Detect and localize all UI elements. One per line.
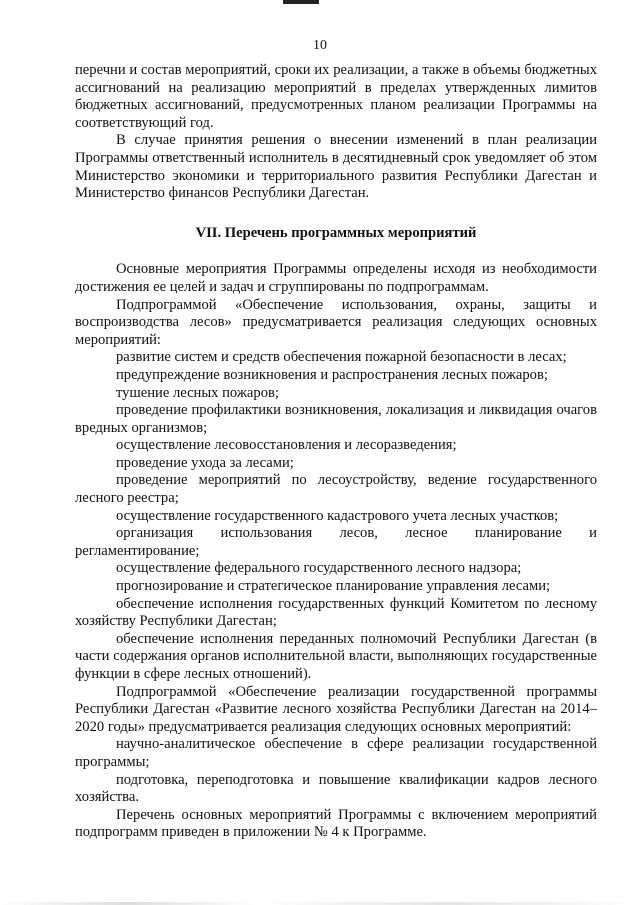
list-item: проведение профилактики возникновения, локализация и ликвидация очагов вредных организмов; <box>75 402 597 436</box>
list-item: организация использования лесов, лесное планирование и регламентирование; <box>75 525 597 559</box>
scan-top-mark <box>283 0 319 4</box>
document-body <box>75 62 597 842</box>
subprogram-intro: Подпрограммой «Обеспечение реализации государственной программы Республики Дагестан «Развитие лесного хозяйства Республики Дагестан на 2014–2020 годы» предусматривается реализация следующих основных мероприятий: <box>75 683 597 735</box>
list-item: развитие систем и средств обеспечения пожарной безопасности в лесах; <box>116 349 567 366</box>
list-item: предупреждение возникновения и распространения лесных пожаров; <box>116 366 548 383</box>
list-item: подготовка, переподготовка и повышение квалификации кадров лесного хозяйства. <box>75 771 597 806</box>
section-heading: VII. Перечень программных мероприятий <box>195 224 477 241</box>
closing-paragraph: Перечень основных мероприятий Программы с включением мероприятий подпрограмм приведен в приложении № 4 к Программе. <box>75 806 597 841</box>
paragraph: В случае принятия решения о внесении изменений в план реализации Программы ответственный исполнитель в десятидневный срок уведомляет об этом Министерство экономики и территориального развития Республики Дагестан и Министерство финансов Республики Дагестан. <box>75 132 597 202</box>
paragraph: Основные мероприятия Программы определены исходя из необходимости достижения ее целей и задач и сгруппированы по подпрограммам. <box>75 261 597 295</box>
list-item: проведение ухода за лесами; <box>116 454 294 471</box>
subprogram-intro: Подпрограммой «Обеспечение использования, охраны, защиты и воспроизводства лесов» предусматривается реализация следующих основных мероприятий: <box>75 296 597 348</box>
list-item: осуществление федерального государственного лесного надзора; <box>116 560 522 577</box>
list-item: научно-аналитическое обеспечение в сфере реализации государственной программы; <box>75 736 597 770</box>
paragraph: перечни и состав мероприятий, сроки их реализации, а также в объемы бюджетных ассигнований на реализацию мероприятий в пределах утвержденных лимитов бюджетных ассигнований, предусмотренных планом реализации Программы на соответствующий год. <box>75 62 597 131</box>
list-item: обеспечение исполнения государственных функций Комитетом по лесному хозяйству Республики Дагестан; <box>75 595 597 630</box>
list-item: проведение мероприятий по лесоустройству, ведение государственного лесного реестра; <box>75 472 597 507</box>
page-number: 10 <box>313 38 327 53</box>
list-item: прогнозирование и стратегическое планирование управления лесами; <box>116 578 551 595</box>
list-item: осуществление государственного кадастрового учета лесных участков; <box>116 507 559 524</box>
list-item: тушение лесных пожаров; <box>116 384 279 401</box>
list-item: осуществление лесовосстановления и лесоразведения; <box>116 437 457 454</box>
list-item: обеспечение исполнения переданных полномочий Республики Дагестан (в части содержания органов исполнительной власти, выполняющих государственные функции в сфере лесных отношений). <box>75 630 597 682</box>
